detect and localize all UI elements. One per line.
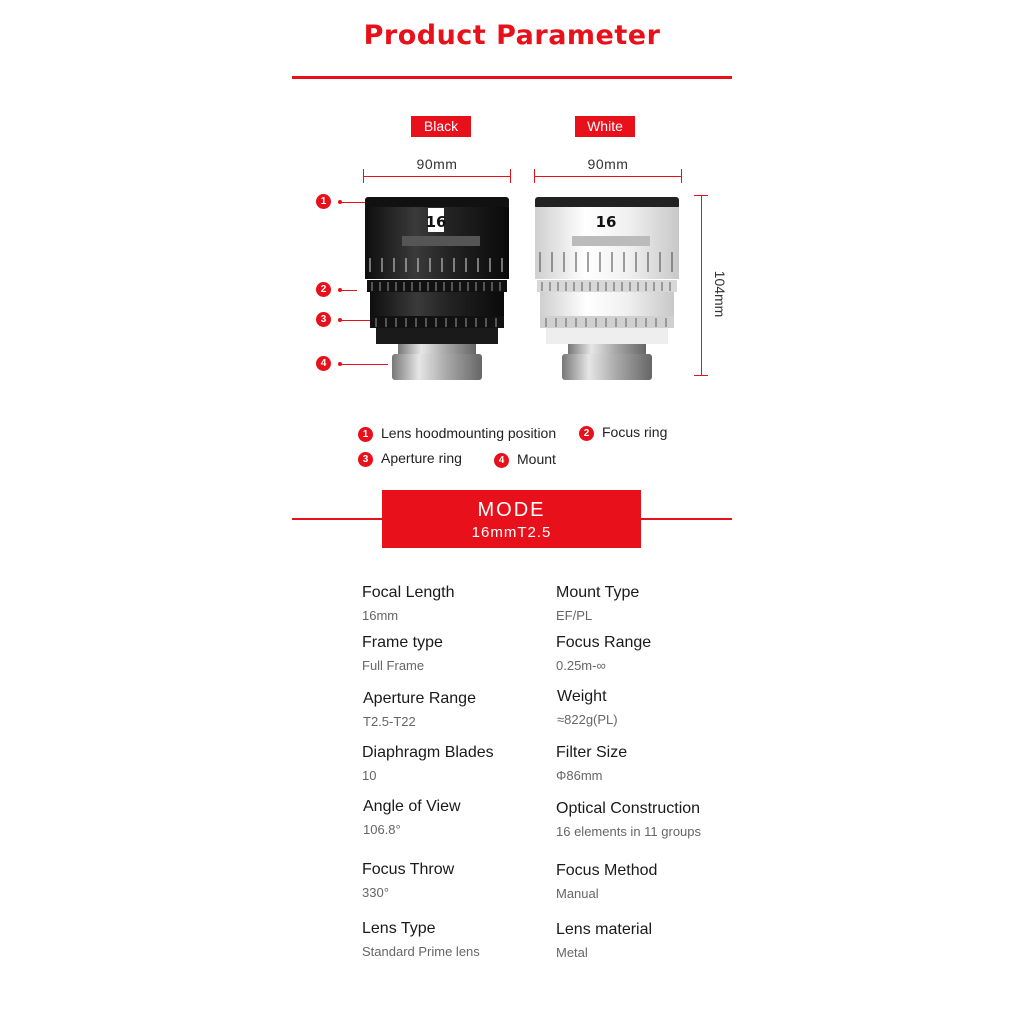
mode-title: MODE [477,499,546,521]
mode-banner [382,490,641,548]
page-title: Product Parameter [363,20,661,51]
dimension-tick [694,375,708,376]
width-dimension-black: 90mm [416,156,458,172]
callout-line [340,290,357,291]
mode-divider-right [641,518,732,520]
legend-number: 2 [579,426,594,441]
spec-angle-of-view: Angle of View 106.8° [363,798,461,837]
spec-filter-size: Filter Size Φ86mm [556,744,628,783]
white-lens-image [532,194,682,384]
dimension-tick [534,169,535,183]
legend-number: 1 [358,427,373,442]
callout-number: 1 [316,194,331,209]
legend-item [358,425,556,442]
callout-number: 2 [316,282,331,297]
callout-number: 4 [316,356,331,371]
spec-lens-type: Lens Type Standard Prime lens [362,920,480,959]
spec-focus-throw: Focus Throw 330° [362,861,455,900]
spec-focal-length: Focal Length 16mm [362,584,455,623]
spec-optical-construction: Optical Construction 16 elements in 11 groups [556,800,702,839]
legend-number: 3 [358,452,373,467]
variant-badge-white: White [575,116,635,137]
dimension-tick [363,169,364,183]
mode-divider-left [292,518,382,520]
callout-number: 3 [316,312,331,327]
svg-text:16: 16 [425,213,447,231]
dimension-tick [681,169,682,183]
spec-diaphragm-blades: Diaphragm Blades 10 [362,744,494,783]
dimension-tick [694,195,708,196]
width-dimension-white: 90mm [587,156,629,172]
spec-mount-type: Mount Type EF/PL [556,584,640,623]
legend-label: Lens hoodmounting position [381,425,557,441]
black-lens-image [362,194,512,384]
height-dimension: 104mm [712,270,728,318]
dimension-line-black [363,176,511,177]
legend-item [494,451,556,468]
spec-focus-range: Focus Range 0.25m-∞ [556,634,652,673]
variant-badge-black: Black [411,116,471,137]
spec-lens-material: Lens material Metal [556,921,653,960]
title-divider [292,76,732,79]
dimension-line-white [534,176,682,177]
legend-label: Aperture ring [381,450,462,466]
legend-number: 4 [494,453,509,468]
legend-item [358,450,462,467]
spec-weight: Weight ≈822g(PL) [557,688,618,727]
legend-label: Mount [517,451,556,467]
legend-item [579,424,667,441]
svg-text:16: 16 [595,213,617,231]
mode-subtitle: 16mmT2.5 [471,524,552,541]
spec-aperture-range: Aperture Range T2.5-T22 [363,690,476,729]
spec-focus-method: Focus Method Manual [556,862,658,901]
legend-label: Focus ring [602,424,668,440]
dimension-tick [510,169,511,183]
dimension-line-height [701,195,702,376]
spec-frame-type: Frame type Full Frame [362,634,443,673]
